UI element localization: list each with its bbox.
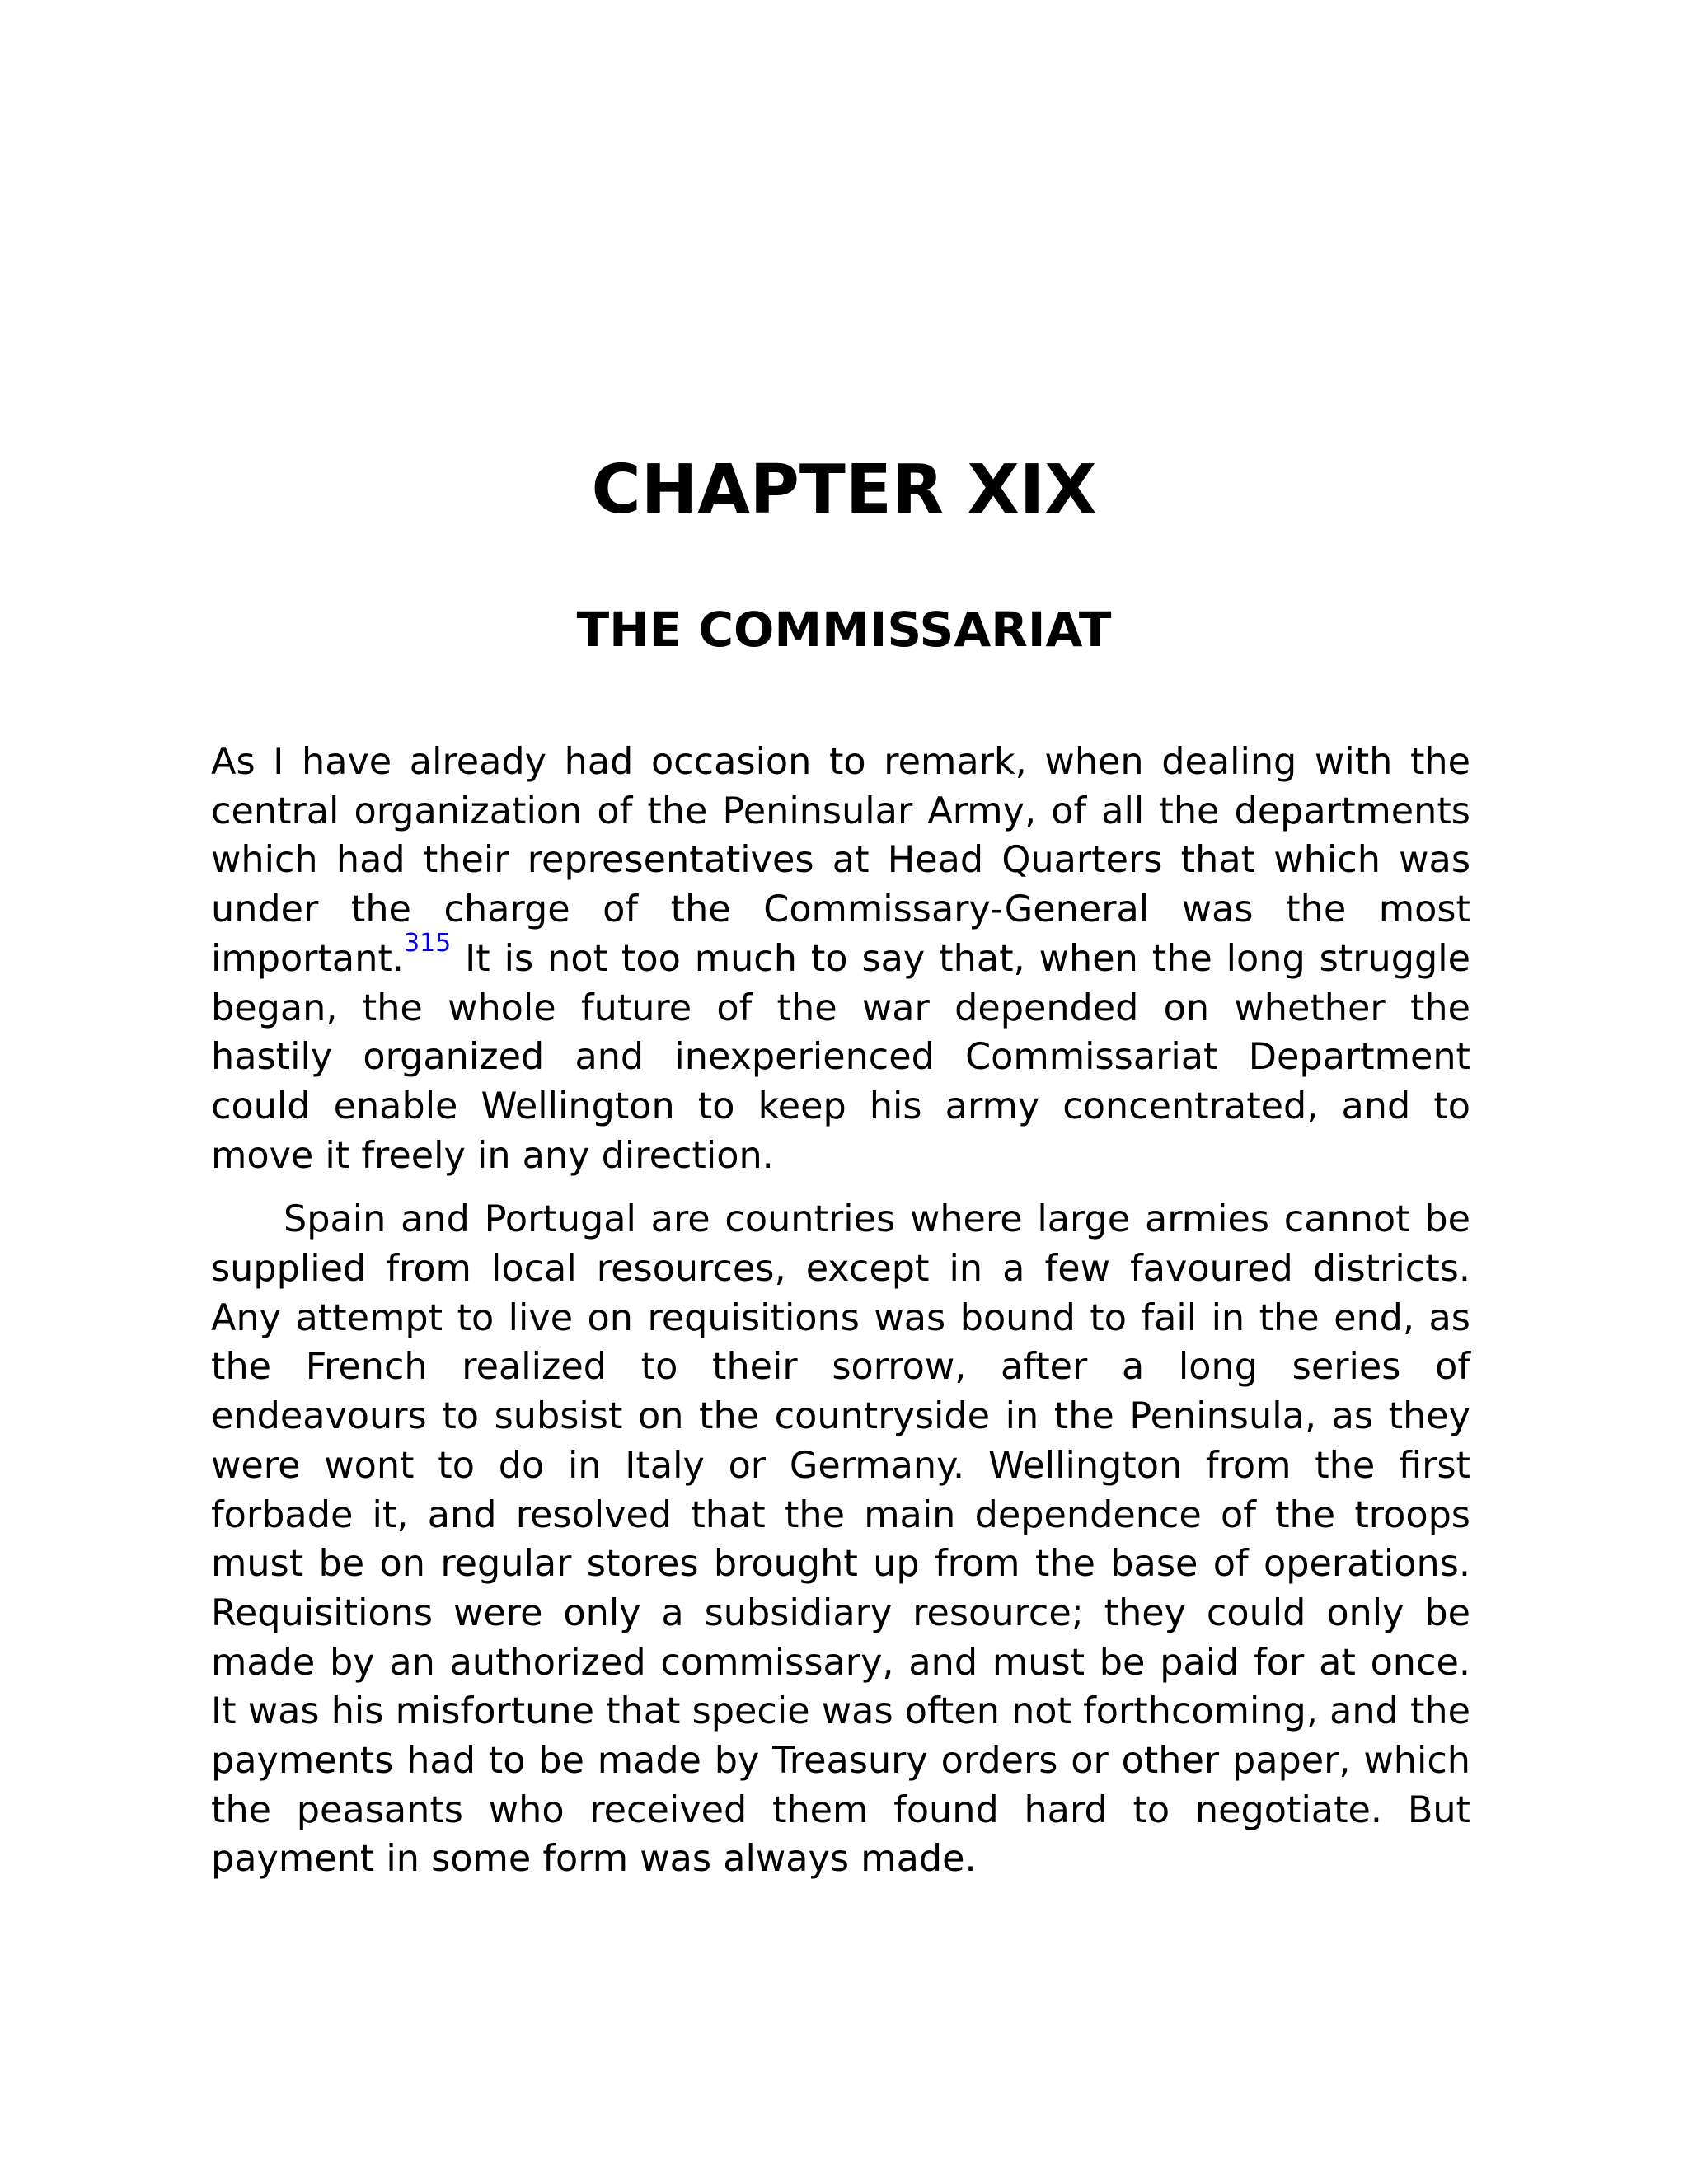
chapter-title: CHAPTER XIX <box>591 451 1097 529</box>
chapter-subtitle: THE COMMISSARIAT <box>576 602 1112 658</box>
paragraph-1-text-start: As I have already had occasion to remark, when dealing with the central organization of the Peninsular Army, of all the departments which had their representatives at Head Quarters that which was under the charge of the Commissary-General was the most important. <box>211 741 1470 980</box>
paragraph-1 <box>211 738 1470 1180</box>
chapter-body <box>211 738 1470 1884</box>
paragraph-2: Spain and Portugal are countries where large armies cannot be supplied from local resources, except in a few favoured districts. Any attempt to live on requisitions was bound to fail in the end, as the French realized to their sorrow, after a long series of endeavours to subsist on the countryside in the Peninsula, as they were wont to do in Italy or Germany. Wellington from the first forbade it, and resolved that the main dependence of the troops must be on regular stores brought up from the base of operations. Requisitions were only a subsidiary resource; they could only be made by an authorized commissary, and must be paid for at once. It was his misfortune that specie was often not forthcoming, and the payments had to be made by Treasury orders or other paper, which the peasants who received them found hard to negotiate. But payment in some form was always made. <box>211 1198 1470 1881</box>
paragraph-1-text-end: It is not too much to say that, when the long struggle began, the whole future of the war depended on whether the hastily organized and inexperienced Commissariat Department could enable Wellington to keep his army concentrated, and to move it freely in any direction. <box>211 937 1470 1177</box>
footnote-link-315[interactable]: 315 <box>404 928 452 958</box>
